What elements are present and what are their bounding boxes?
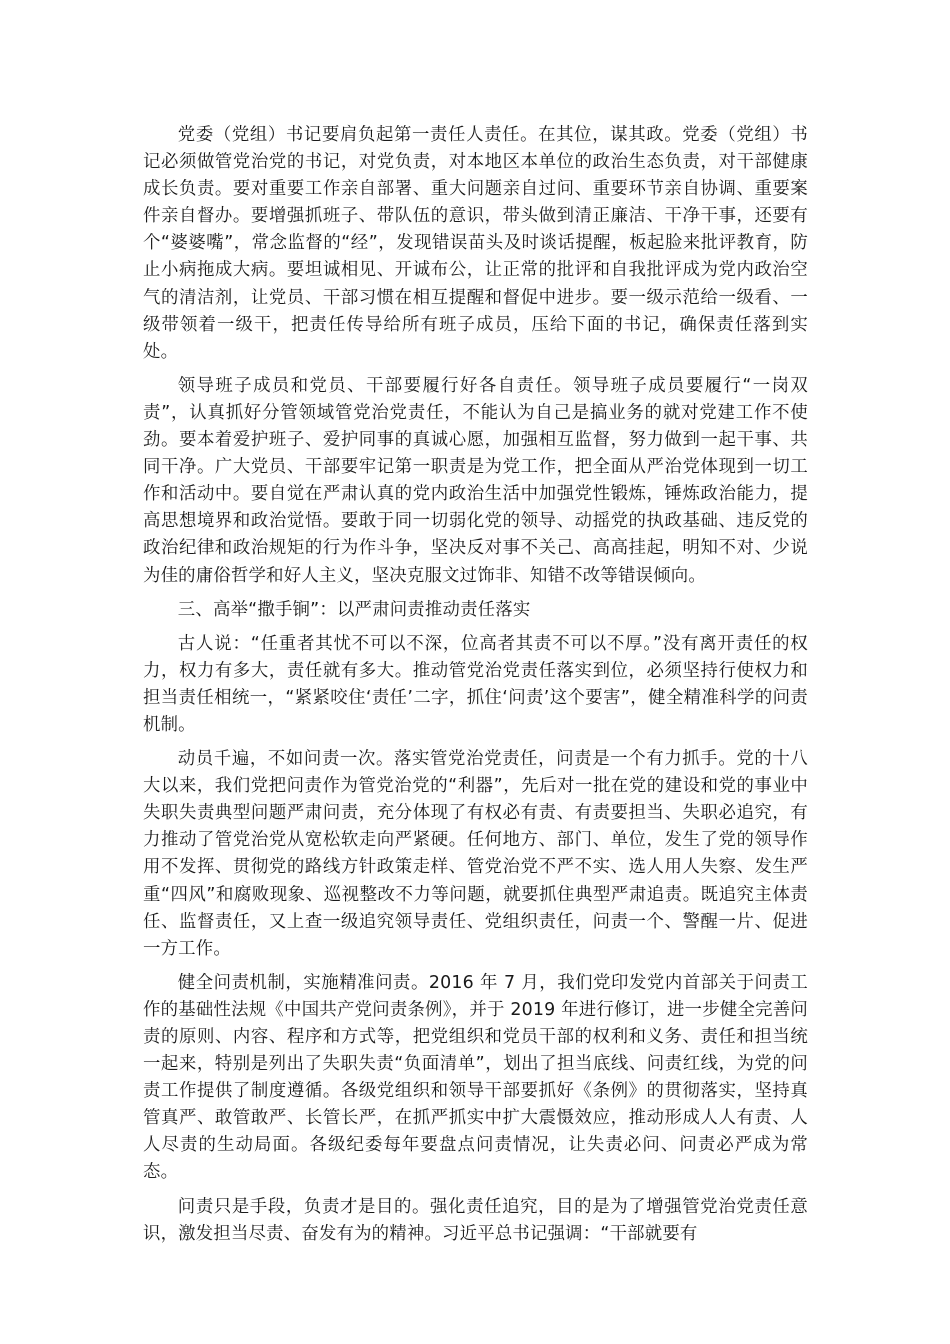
paragraph-purpose: 问责只是手段，负责才是目的。强化责任追究，目的是为了增强管党治党责任意识，激发担当尽责、奋发有为的精神。习近平总书记强调：“干部就要有	[143, 1196, 808, 1244]
paragraph-ancient-saying: 古人说：“任重者其忧不可以不深，位高者其责不可以不厚。”没有离开责任的权力，权力有多大，责任就有多大。推动管党治党责任落实到位，必须坚持行使权力和担当责任相统一，“紧紧咬住‘责任’二字，抓住‘问责’这个要害”，健全精准科学的问责机制。	[143, 633, 808, 735]
paragraph-leadership-members: 领导班子成员和党员、干部要履行好各自责任。领导班子成员要履行“一岗双责”，认真抓好分管领域管党治党责任，不能认为自己是搞业务的就对党建工作不使劲。要本着爱护班子、爱护同事的真诚心愿，加强相互监督，努力做到一起干事、共同干净。广大党员、干部要牢记第一职责是为党工作，把全面从严治党体现到一切工作和活动中。要自觉在严肃认真的党内政治生活中加强党性锻炼，锤炼政治能力，提高思想境界和政治觉悟。要敢于同一切弱化党的领导、动摇党的执政基础、违反党的政治纪律和政治规矩的行为作斗争，坚决反对事不关己、高高挂起，明知不对、少说为佳的庸俗哲学和好人主义，坚决克服文过饰非、知错不改等错误倾向。	[143, 375, 808, 586]
paragraph-secretary-responsibility: 党委（党组）书记要肩负起第一责任人责任。在其位，谋其政。党委（党组）书记必须做管党治党的书记，对党负责，对本地区本单位的政治生态负责，对干部健康成长负责。要对重要工作亲自部署、重大问题亲自过问、重要环节亲自协调、重要案件亲自督办。要增强抓班子、带队伍的意识，带头做到清正廉洁、干净干事，还要有个“婆婆嘴”，常念监督的“经”，发现错误苗头及时谈话提醒，板起脸来批评教育，防止小病拖成大病。要坦诚相见、开诚布公，让正常的批评和自我批评成为党内政治空气的清洁剂，让党员、干部习惯在相互提醒和督促中进步。要一级示范给一级看、一级带领着一级干，把责任传导给所有班子成员，压给下面的书记，确保责任落到实处。	[143, 125, 808, 362]
paragraph-accountability-mechanism: 健全问责机制，实施精准问责。2016 年 7 月，我们党印发党内首部关于问责工作的基础性法规《中国共产党问责条例》，并于 2019 年进行修订，进一步健全完善问责的原则、内容、程序和方式等，把党组织和党员干部的权利和义务、责任和担当统一起来，特别是列出了失职失责“负面清单”，划出了担当底线、问责红线，为党的问责工作提供了制度遵循。各级党组织和领导干部要抓好《条例》的贯彻落实，坚持真管真严、敢管敢严、长管长严，在抓严抓实中扩大震慑效应，推动形成人人有责、人人尽责的生动局面。各级纪委每年要盘点问责情况，让失责必问、问责必严成为常态。	[143, 972, 808, 1183]
document-body	[143, 122, 808, 1255]
section-heading: 三、高举“撒手锏”：以严肃问责推动责任落实	[177, 599, 531, 620]
paragraph-accountability: 动员千遍，不如问责一次。落实管党治党责任，问责是一个有力抓手。党的十八大以来，我们党把问责作为管党治党的“利器”，先后对一批在党的建设和党的事业中失职失责典型问题严肃问责，充分体现了有权必有责、有责要担当、失职必追究，有力推动了管党治党从宽松软走向严紧硬。任何地方、部门、单位，发生了党的领导作用不发挥、贯彻党的路线方针政策走样、管党治党不严不实、选人用人失察、发生严重“四风”和腐败现象、巡视整改不力等问题，就要抓住典型严肃追责。既追究主体责任、监督责任，又上查一级追究领导责任、党组织责任，问责一个、警醒一片、促进一方工作。	[143, 749, 808, 959]
